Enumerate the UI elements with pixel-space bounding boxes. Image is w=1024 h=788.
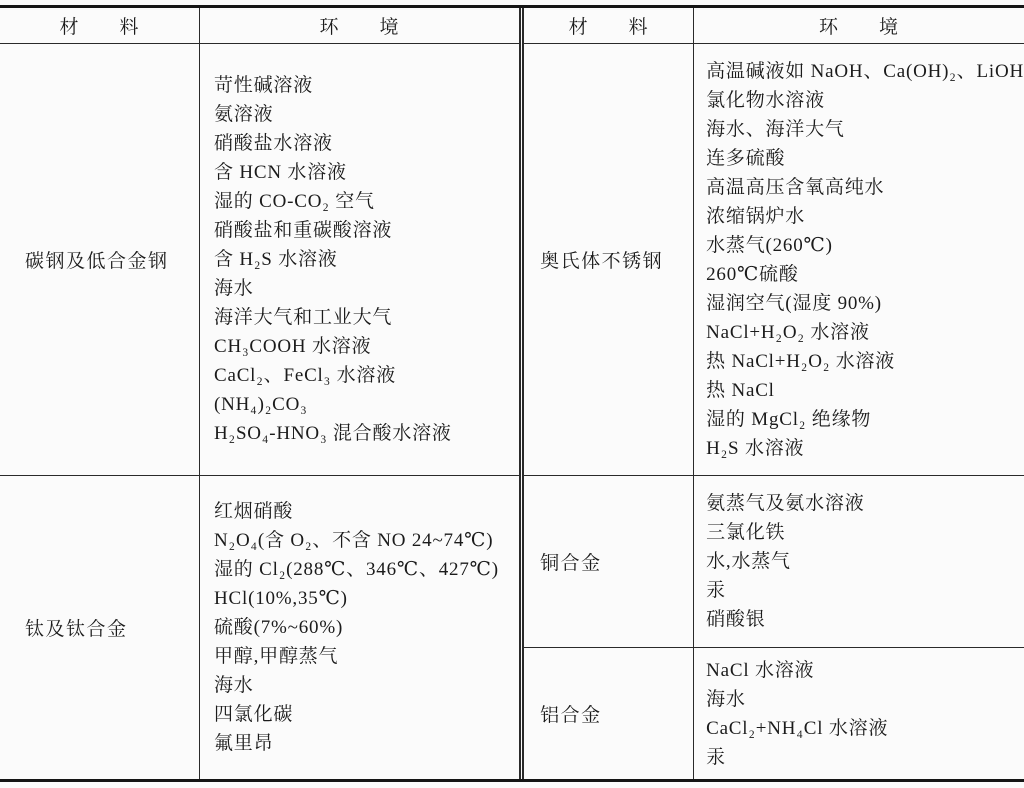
environment-item: 硝酸盐水溶液 xyxy=(214,133,333,154)
environment-item: 湿润空气(湿度 90%) xyxy=(706,292,882,314)
environment-list-copper-alloy xyxy=(694,476,1024,647)
environment-item: 含 H₂S 水溶液 xyxy=(214,249,338,270)
environment-item: 红烟硝酸 xyxy=(214,501,294,522)
header-row-left xyxy=(0,8,519,44)
environment-item: 水,水蒸气 xyxy=(706,551,791,572)
environment-item: 甲醇,甲醇蒸气 xyxy=(214,646,339,667)
environment-list-austenitic-stainless-steel xyxy=(694,44,1024,475)
column-header-material-right: 材 料 xyxy=(524,8,694,43)
environment-item: CH₃COOH 水溶液 xyxy=(214,336,372,357)
environment-item: 水蒸气(260℃) xyxy=(706,234,833,256)
environment-item: 热 NaCl xyxy=(706,379,775,401)
column-header-environment-right: 环 境 xyxy=(819,17,900,38)
environment-item: 浓缩锅炉水 xyxy=(706,205,806,227)
environment-item: 硝酸银 xyxy=(706,609,766,630)
environment-item: CaCl₂+NH₄Cl 水溶液 xyxy=(706,717,889,739)
environment-item: 连多硫酸 xyxy=(706,147,786,169)
section-titanium-alloy xyxy=(0,476,519,779)
environment-item: 海水 xyxy=(214,675,254,696)
environment-list-carbon-steel xyxy=(200,44,519,475)
environment-item: NaCl 水溶液 xyxy=(706,659,815,681)
environment-item: 四氯化碳 xyxy=(214,704,294,725)
environment-item: 湿的 CO-CO₂ 空气 xyxy=(214,191,375,212)
scc-material-environment-table xyxy=(0,5,1024,782)
column-header-material-left: 材 料 xyxy=(0,8,200,43)
environment-item: H₂SO₄-HNO₃ 混合酸水溶液 xyxy=(214,423,452,444)
environment-item: 260℃硫酸 xyxy=(706,263,799,285)
table-left-half xyxy=(0,8,519,779)
environment-item: 高温高压含氧高纯水 xyxy=(706,176,885,198)
environment-item: 含 HCN 水溶液 xyxy=(214,162,347,183)
column-header-environment-left: 环 境 xyxy=(319,17,400,38)
environment-item: 氨溶液 xyxy=(214,104,274,125)
environment-item: 高温碱液如 NaOH、Ca(OH)₂、LiOH xyxy=(706,60,1024,82)
material-cell-copper-alloy: 铜合金 xyxy=(524,476,694,647)
environment-item: 海水 xyxy=(706,688,746,710)
environment-item: H₂S 水溶液 xyxy=(706,437,805,459)
material-cell-aluminum-alloy: 铝合金 xyxy=(524,648,694,779)
environment-list-aluminum-alloy xyxy=(694,648,1024,779)
table-right-half xyxy=(519,8,1024,779)
environment-item: 汞 xyxy=(706,580,726,601)
environment-item: HCl(10%,35℃) xyxy=(214,588,348,609)
environment-list-titanium-alloy xyxy=(200,476,519,779)
environment-item: 海水、海洋大气 xyxy=(706,118,845,140)
environment-item: 氨蒸气及氨水溶液 xyxy=(706,493,865,514)
section-carbon-steel xyxy=(0,44,519,476)
section-austenitic-stainless-steel xyxy=(524,44,1024,476)
environment-item: 氟里昂 xyxy=(214,733,274,754)
section-copper-alloy xyxy=(524,476,1024,648)
material-cell-austenitic-stainless-steel: 奥氏体不锈钢 xyxy=(524,44,694,475)
environment-item: 硝酸盐和重碳酸溶液 xyxy=(214,220,393,241)
environment-item: 湿的 MgCl₂ 绝缘物 xyxy=(706,408,872,430)
environment-item: 三氯化铁 xyxy=(706,522,786,543)
environment-item: 氯化物水溶液 xyxy=(706,89,825,111)
material-cell-carbon-steel: 碳钢及低合金钢 xyxy=(0,44,200,475)
environment-item: 湿的 Cl₂(288℃、346℃、427℃) xyxy=(214,559,499,580)
environment-item: NaCl+H₂O₂ 水溶液 xyxy=(706,321,870,343)
material-cell-titanium-alloy: 钛及钛合金 xyxy=(0,476,200,779)
environment-item: (NH₄)₂CO₃ xyxy=(214,394,308,415)
header-row-right xyxy=(524,8,1024,44)
environment-item: 硫酸(7%~60%) xyxy=(214,617,344,638)
environment-item: 海水 xyxy=(214,278,254,299)
environment-item: 汞 xyxy=(706,746,726,768)
environment-item: CaCl₂、FeCl₃ 水溶液 xyxy=(214,365,397,386)
section-aluminum-alloy xyxy=(524,648,1024,779)
environment-item: N₂O₄(含 O₂、不含 NO 24~74℃) xyxy=(214,530,494,551)
environment-item: 海洋大气和工业大气 xyxy=(214,307,393,328)
environment-item: 苛性碱溶液 xyxy=(214,75,314,96)
environment-item: 热 NaCl+H₂O₂ 水溶液 xyxy=(706,350,896,372)
